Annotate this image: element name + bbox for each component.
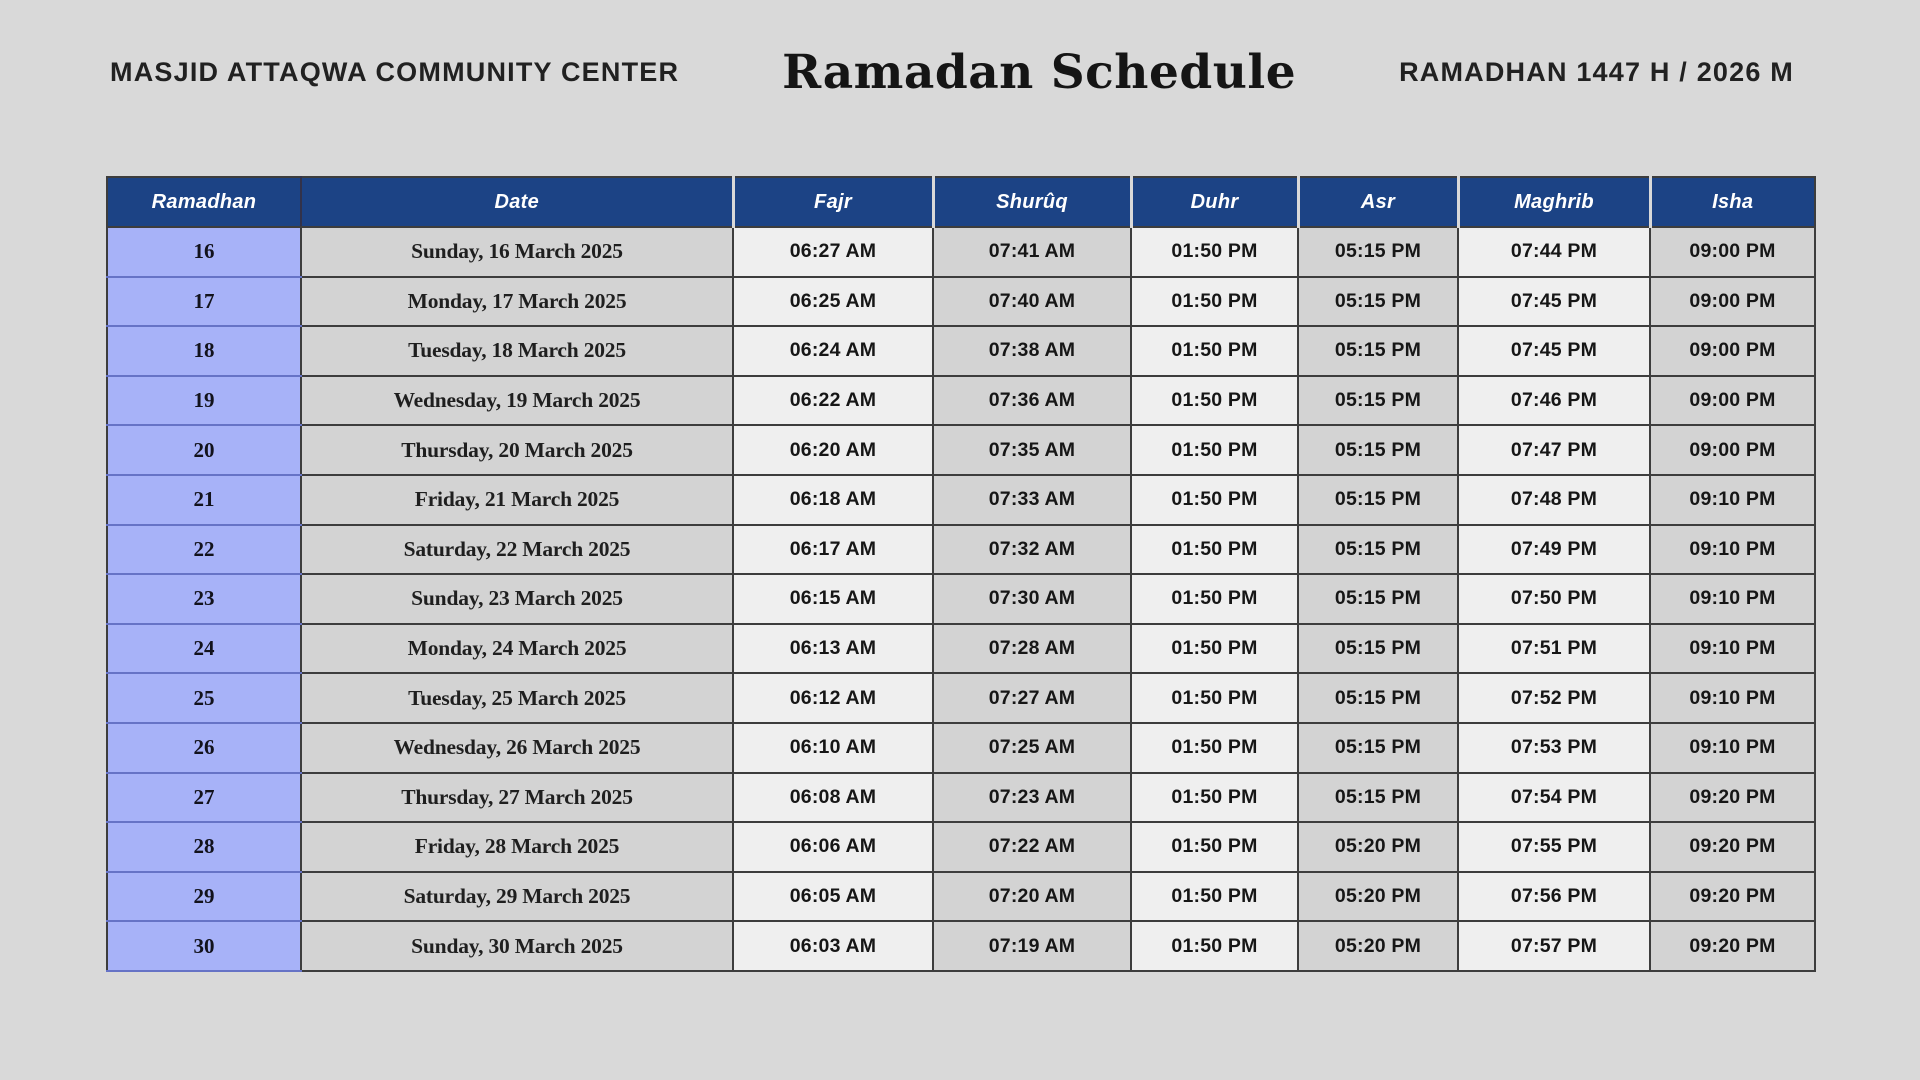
table-row — [107, 921, 1815, 971]
shuruq-time-cell: 07:28 AM — [933, 624, 1131, 674]
date-cell: Saturday, 22 March 2025 — [301, 525, 733, 575]
column-header-ramadhan: Ramadhan — [107, 177, 301, 227]
table-header-row — [107, 177, 1815, 227]
table-row — [107, 475, 1815, 525]
table-row — [107, 624, 1815, 674]
duhr-time-cell: 01:50 PM — [1131, 773, 1298, 823]
isha-time-cell: 09:20 PM — [1650, 773, 1815, 823]
fajr-time-cell: 06:27 AM — [733, 227, 933, 277]
duhr-time-cell: 01:50 PM — [1131, 227, 1298, 277]
fajr-time-cell: 06:18 AM — [733, 475, 933, 525]
column-header-fajr: Fajr — [733, 177, 933, 227]
prayer-times-table — [106, 176, 1816, 972]
isha-time-cell: 09:20 PM — [1650, 822, 1815, 872]
shuruq-time-cell: 07:36 AM — [933, 376, 1131, 426]
table-row — [107, 326, 1815, 376]
asr-time-cell: 05:15 PM — [1298, 475, 1458, 525]
date-cell: Friday, 21 March 2025 — [301, 475, 733, 525]
duhr-time-cell: 01:50 PM — [1131, 723, 1298, 773]
column-header-date: Date — [301, 177, 733, 227]
isha-time-cell: 09:00 PM — [1650, 376, 1815, 426]
duhr-time-cell: 01:50 PM — [1131, 822, 1298, 872]
isha-time-cell: 09:10 PM — [1650, 723, 1815, 773]
page-header — [0, 0, 1920, 110]
date-cell: Thursday, 27 March 2025 — [301, 773, 733, 823]
fajr-time-cell: 06:20 AM — [733, 425, 933, 475]
isha-time-cell: 09:10 PM — [1650, 475, 1815, 525]
maghrib-time-cell: 07:54 PM — [1458, 773, 1650, 823]
duhr-time-cell: 01:50 PM — [1131, 326, 1298, 376]
maghrib-time-cell: 07:48 PM — [1458, 475, 1650, 525]
duhr-time-cell: 01:50 PM — [1131, 425, 1298, 475]
duhr-time-cell: 01:50 PM — [1131, 574, 1298, 624]
date-cell: Wednesday, 19 March 2025 — [301, 376, 733, 426]
maghrib-time-cell: 07:56 PM — [1458, 872, 1650, 922]
isha-time-cell: 09:00 PM — [1650, 425, 1815, 475]
asr-time-cell: 05:15 PM — [1298, 773, 1458, 823]
asr-time-cell: 05:15 PM — [1298, 425, 1458, 475]
isha-time-cell: 09:10 PM — [1650, 525, 1815, 575]
table-row — [107, 723, 1815, 773]
maghrib-time-cell: 07:55 PM — [1458, 822, 1650, 872]
asr-time-cell: 05:15 PM — [1298, 574, 1458, 624]
table-row — [107, 376, 1815, 426]
table-row — [107, 574, 1815, 624]
isha-time-cell: 09:10 PM — [1650, 624, 1815, 674]
table-row — [107, 773, 1815, 823]
shuruq-time-cell: 07:22 AM — [933, 822, 1131, 872]
date-cell: Saturday, 29 March 2025 — [301, 872, 733, 922]
duhr-time-cell: 01:50 PM — [1131, 921, 1298, 971]
asr-time-cell: 05:15 PM — [1298, 525, 1458, 575]
ramadhan-day-cell: 20 — [107, 425, 301, 475]
duhr-time-cell: 01:50 PM — [1131, 624, 1298, 674]
fajr-time-cell: 06:17 AM — [733, 525, 933, 575]
date-cell: Sunday, 16 March 2025 — [301, 227, 733, 277]
fajr-time-cell: 06:08 AM — [733, 773, 933, 823]
shuruq-time-cell: 07:19 AM — [933, 921, 1131, 971]
shuruq-time-cell: 07:35 AM — [933, 425, 1131, 475]
asr-time-cell: 05:15 PM — [1298, 376, 1458, 426]
fajr-time-cell: 06:06 AM — [733, 822, 933, 872]
date-cell: Monday, 24 March 2025 — [301, 624, 733, 674]
asr-time-cell: 05:15 PM — [1298, 624, 1458, 674]
ramadhan-day-cell: 25 — [107, 673, 301, 723]
duhr-time-cell: 01:50 PM — [1131, 525, 1298, 575]
column-header-maghrib: Maghrib — [1458, 177, 1650, 227]
asr-time-cell: 05:15 PM — [1298, 277, 1458, 327]
ramadhan-day-cell: 18 — [107, 326, 301, 376]
maghrib-time-cell: 07:57 PM — [1458, 921, 1650, 971]
table-row — [107, 525, 1815, 575]
asr-time-cell: 05:15 PM — [1298, 673, 1458, 723]
table-row — [107, 822, 1815, 872]
ramadhan-day-cell: 29 — [107, 872, 301, 922]
date-cell: Tuesday, 25 March 2025 — [301, 673, 733, 723]
fajr-time-cell: 06:25 AM — [733, 277, 933, 327]
date-cell: Sunday, 23 March 2025 — [301, 574, 733, 624]
ramadhan-day-cell: 30 — [107, 921, 301, 971]
isha-time-cell: 09:00 PM — [1650, 277, 1815, 327]
shuruq-time-cell: 07:33 AM — [933, 475, 1131, 525]
maghrib-time-cell: 07:50 PM — [1458, 574, 1650, 624]
fajr-time-cell: 06:15 AM — [733, 574, 933, 624]
date-cell: Sunday, 30 March 2025 — [301, 921, 733, 971]
fajr-time-cell: 06:24 AM — [733, 326, 933, 376]
asr-time-cell: 05:20 PM — [1298, 822, 1458, 872]
ramadhan-day-cell: 22 — [107, 525, 301, 575]
column-header-shuruq: Shurûq — [933, 177, 1131, 227]
ramadhan-day-cell: 27 — [107, 773, 301, 823]
maghrib-time-cell: 07:52 PM — [1458, 673, 1650, 723]
schedule-body — [107, 227, 1815, 971]
schedule-table-container — [106, 176, 1814, 972]
duhr-time-cell: 01:50 PM — [1131, 673, 1298, 723]
fajr-time-cell: 06:05 AM — [733, 872, 933, 922]
date-cell: Thursday, 20 March 2025 — [301, 425, 733, 475]
duhr-time-cell: 01:50 PM — [1131, 277, 1298, 327]
isha-time-cell: 09:10 PM — [1650, 673, 1815, 723]
column-header-duhr: Duhr — [1131, 177, 1298, 227]
table-row — [107, 872, 1815, 922]
maghrib-time-cell: 07:47 PM — [1458, 425, 1650, 475]
maghrib-time-cell: 07:51 PM — [1458, 624, 1650, 674]
ramadhan-day-cell: 21 — [107, 475, 301, 525]
shuruq-time-cell: 07:23 AM — [933, 773, 1131, 823]
isha-time-cell: 09:10 PM — [1650, 574, 1815, 624]
table-row — [107, 425, 1815, 475]
fajr-time-cell: 06:22 AM — [733, 376, 933, 426]
shuruq-time-cell: 07:41 AM — [933, 227, 1131, 277]
asr-time-cell: 05:20 PM — [1298, 921, 1458, 971]
ramadhan-day-cell: 24 — [107, 624, 301, 674]
ramadhan-day-cell: 19 — [107, 376, 301, 426]
duhr-time-cell: 01:50 PM — [1131, 376, 1298, 426]
fajr-time-cell: 06:13 AM — [733, 624, 933, 674]
fajr-time-cell: 06:12 AM — [733, 673, 933, 723]
isha-time-cell: 09:00 PM — [1650, 326, 1815, 376]
organization-name: MASJID ATTAQWA COMMUNITY CENTER — [110, 56, 680, 87]
table-row — [107, 673, 1815, 723]
maghrib-time-cell: 07:46 PM — [1458, 376, 1650, 426]
shuruq-time-cell: 07:25 AM — [933, 723, 1131, 773]
asr-time-cell: 05:15 PM — [1298, 326, 1458, 376]
asr-time-cell: 05:15 PM — [1298, 723, 1458, 773]
table-row — [107, 277, 1815, 327]
shuruq-time-cell: 07:20 AM — [933, 872, 1131, 922]
maghrib-time-cell: 07:44 PM — [1458, 227, 1650, 277]
ramadhan-day-cell: 16 — [107, 227, 301, 277]
shuruq-time-cell: 07:30 AM — [933, 574, 1131, 624]
date-cell: Tuesday, 18 March 2025 — [301, 326, 733, 376]
isha-time-cell: 09:20 PM — [1650, 872, 1815, 922]
isha-time-cell: 09:20 PM — [1650, 921, 1815, 971]
shuruq-time-cell: 07:38 AM — [933, 326, 1131, 376]
ramadhan-day-cell: 28 — [107, 822, 301, 872]
date-cell: Wednesday, 26 March 2025 — [301, 723, 733, 773]
maghrib-time-cell: 07:45 PM — [1458, 326, 1650, 376]
isha-time-cell: 09:00 PM — [1650, 227, 1815, 277]
ramadhan-day-cell: 23 — [107, 574, 301, 624]
date-cell: Friday, 28 March 2025 — [301, 822, 733, 872]
column-header-asr: Asr — [1298, 177, 1458, 227]
duhr-time-cell: 01:50 PM — [1131, 475, 1298, 525]
page-title: Ramadan Schedule — [782, 44, 1297, 100]
maghrib-time-cell: 07:49 PM — [1458, 525, 1650, 575]
date-cell: Monday, 17 March 2025 — [301, 277, 733, 327]
asr-time-cell: 05:15 PM — [1298, 227, 1458, 277]
ramadhan-day-cell: 26 — [107, 723, 301, 773]
ramadhan-day-cell: 17 — [107, 277, 301, 327]
hijri-year-label: RAMADHAN 1447 H / 2026 M — [1399, 56, 1794, 87]
fajr-time-cell: 06:03 AM — [733, 921, 933, 971]
shuruq-time-cell: 07:40 AM — [933, 277, 1131, 327]
fajr-time-cell: 06:10 AM — [733, 723, 933, 773]
shuruq-time-cell: 07:32 AM — [933, 525, 1131, 575]
maghrib-time-cell: 07:53 PM — [1458, 723, 1650, 773]
duhr-time-cell: 01:50 PM — [1131, 872, 1298, 922]
column-header-isha: Isha — [1650, 177, 1815, 227]
table-row — [107, 227, 1815, 277]
asr-time-cell: 05:20 PM — [1298, 872, 1458, 922]
maghrib-time-cell: 07:45 PM — [1458, 277, 1650, 327]
shuruq-time-cell: 07:27 AM — [933, 673, 1131, 723]
